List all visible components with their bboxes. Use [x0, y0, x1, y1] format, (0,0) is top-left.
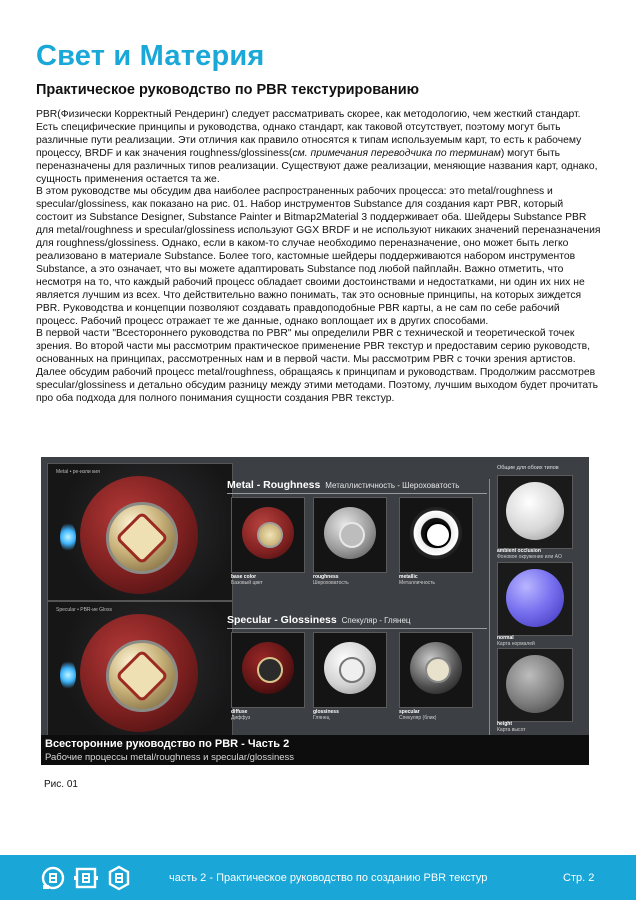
map-sphere [410, 642, 462, 694]
map-thumb-diffuse [231, 632, 305, 708]
map-label-ru: Карта высот [497, 727, 526, 733]
map-sphere [410, 507, 462, 559]
paragraph-intro [36, 109, 602, 186]
map-label-en: glossiness [313, 709, 339, 715]
map-label-en: normal [497, 635, 514, 641]
figure-band-subtitle: Рабочие процессы metal/roughness и specular/glossiness [45, 752, 295, 763]
paragraph-part2: В первой части "Всестороннего руководства по PBR" мы определили PBR с технической и теоретической точек зрения. Во второй части мы рассмотрим практическое применение PBR текстур и предоставим серию руководств, основанных на принципах, рассмотренных нам и в первой части. Мы рассмотрим PBR с точки зрения артистов. Далее обсудим рабочий процесс metal/roughness, обращаясь к принципам и руководствам. Продолжим рассмотрев specular/glossiness и детально обсудим разницу между этими методами. Поэтому, лучшим выходом будет прочитать про оба подхода для полного понимания сущности создания PBR текстур. [36, 328, 599, 404]
substance-painter-logo-icon [73, 865, 99, 891]
map-sphere [506, 482, 564, 540]
map-label-en: diffuse [231, 709, 248, 715]
page-title: Свет и Материя [36, 40, 265, 72]
metal-roughness-heading [227, 479, 459, 491]
map-sphere [242, 642, 294, 694]
map-label-normal [497, 635, 535, 647]
footer-bar [0, 855, 636, 900]
render-label: Metal • ре-изли кия [56, 469, 100, 475]
metal-roughness-subtitle: Металлистичность - Шероховатость [325, 481, 460, 490]
map-thumb-ambient-occlusion [497, 475, 573, 549]
sphere-cap [106, 640, 178, 712]
map-sphere [324, 642, 376, 694]
map-label-ru: Глянец [313, 715, 330, 721]
map-label-ambient-occlusion [497, 548, 562, 560]
map-label-ru: Базовый цвет [231, 580, 263, 586]
render-metal-roughness [47, 463, 233, 601]
map-label-height [497, 721, 526, 733]
specular-glossiness-heading [227, 614, 411, 626]
map-label-en: ambient occlusion [497, 548, 541, 554]
substance-emblem-icon [115, 511, 169, 565]
page-subtitle: Практическое руководство по PBR текстурированию [36, 82, 420, 98]
translator-note: см. примечания переводчика по терминам [292, 147, 501, 159]
page-number: Стр. 2 [563, 872, 595, 884]
map-sphere [324, 507, 376, 559]
map-thumb-specular [399, 632, 473, 708]
substance-designer-logo-icon [40, 865, 66, 891]
figure-caption: Рис. 01 [44, 779, 78, 790]
blue-light-glow [60, 660, 76, 690]
paragraph-intro-part-a: PBR(Физически Корректный Рендеринг) следует рассматривать скорее, как методологию, чем жесткий стандарт. Есть специфические принципы и руководства, однако стандарт, как таковой отсутствует, поэтому могут быть различные пути реализации. Эти отличия как правило относятся к типам используемым карт, то есть к рабочему процессу, BRDF и как значения roughness/glossiness( [36, 109, 582, 159]
figure-title-band [41, 735, 589, 765]
map-sphere [242, 507, 294, 559]
map-thumb-height [497, 648, 573, 722]
map-sphere [506, 655, 564, 713]
map-label-diffuse [231, 709, 250, 721]
substance-emblem-icon [115, 649, 169, 703]
map-sphere [506, 569, 564, 627]
map-thumb-metallic [399, 497, 473, 573]
divider [227, 628, 487, 629]
map-label-en: roughness [313, 574, 339, 580]
map-label-ru: Металличность [399, 580, 436, 586]
map-thumb-glossiness [313, 632, 387, 708]
render-specular-glossiness [47, 601, 233, 739]
map-label-base-color [231, 574, 263, 586]
map-label-specular [399, 709, 436, 721]
paragraph-workflows: В этом руководстве мы обсудим два наиболее распространенных рабочих процесса: это metal/roughness и specular/glossiness, как показано на рис. 01. Набор инструментов Substance для создания карт PBR, который состоит из Substance Designer, Substance Painter и Bitmap2Material 3 поддерживает оба. Шейдеры Substance PBR для metal/roughness и specular/glossiness используют GGX BRDF и не используют никаких значений переназначения для roughness/glossiness. Однако, если в каком-то случае необходимо переназначение, оно может быть легко реализовано в материале Substance. Более того, кастомные шейдеры поддерживаются набором инструментов Substance, а это означает, что вы можете адаптировать Substance под любой пайплайн. Важно отметить, что несмотря на то, что каждый рабочий процесс обладает своими достоинствами и недостатками, ни один их них не является лучшим из всех. Что действительно важно понимать, так это основные принципы, на которых зиждется PBR. Руководства и концепции позволяют создавать правдоподобные PBR карты, а не сам по себе рабочий процесс. Рабочий процесс отражает те же данные, однако воплощает их в других способами. [36, 186, 601, 327]
map-label-ru: Шероховатость [313, 580, 349, 586]
render-label: Specular • PBR-ие Gloss [56, 607, 112, 613]
sphere-render-image [80, 476, 198, 594]
specular-glossiness-title: Specular - Glossiness [227, 614, 337, 626]
map-thumb-normal [497, 562, 573, 636]
figure-band-title: Всесторонние руководство по PBR - Часть 2 [45, 738, 290, 750]
specular-glossiness-subtitle: Спекуляр - Глянец [341, 616, 411, 625]
footer-title: часть 2 - Практическое руководство по созданию PBR текстур [169, 872, 488, 884]
map-label-ru: Фоновое окружение или AO [497, 554, 562, 560]
blue-light-glow [60, 522, 76, 552]
map-label-ru: Диффуз [231, 715, 251, 721]
bitmap2material-logo-icon [106, 865, 132, 891]
map-label-en: specular [399, 709, 420, 715]
map-label-en: base color [231, 574, 257, 580]
map-label-ru: Спекуляр (блик) [399, 715, 437, 721]
map-label-roughness [313, 574, 349, 586]
map-label-en: metallic [399, 574, 418, 580]
map-label-ru: Карта нормалей [497, 641, 535, 647]
paragraph-intro-part-b: ) могут быть переназначены для различных типов реализации. Существуют даже реализации, меняющие названия карт, однако, сущность применения остается та же. [36, 147, 598, 185]
map-thumb-roughness [313, 497, 387, 573]
vertical-divider [489, 479, 490, 744]
figure-pbr-workflows [41, 457, 589, 765]
body-text [36, 109, 602, 406]
map-label-en: height [497, 721, 512, 727]
metal-roughness-title: Metal - Roughness [227, 479, 321, 491]
common-maps-title: Общие для обоих типов [497, 465, 559, 471]
divider [227, 493, 487, 494]
sphere-render-image [80, 614, 198, 732]
map-label-metallic [399, 574, 435, 586]
map-thumb-base-color [231, 497, 305, 573]
sphere-cap [106, 502, 178, 574]
map-label-glossiness [313, 709, 339, 721]
